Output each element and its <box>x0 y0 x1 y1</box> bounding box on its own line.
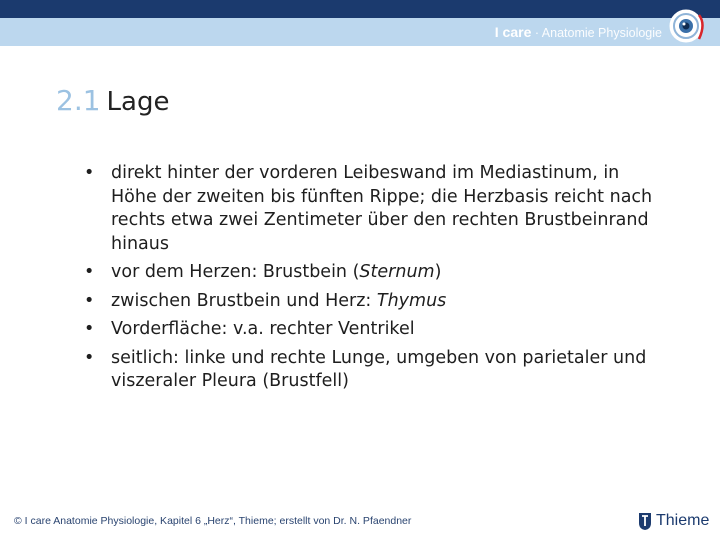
page-title: Lage <box>106 87 170 117</box>
bullet-text: seitlich: linke und rechte Lunge, umgeben von parietaler und viszeraler Pleura (Brustfell) <box>111 347 647 391</box>
brand-bold: I care <box>494 24 532 40</box>
list-item <box>84 290 664 314</box>
bullet-marker: • <box>84 290 95 311</box>
publisher-name: Thieme <box>656 512 710 529</box>
bullet-marker: • <box>84 262 95 282</box>
bullet-text: direkt hinter der vorderen Leibeswand im Mediastinum, in Höhe der zweiten bis fünften Rippe; die Herzbasis reicht nach rechts etwa zwei Zentimeter über den rechten Brustbeinrand hinaus <box>111 163 653 254</box>
eye-logo-icon <box>668 6 708 46</box>
bullet-list <box>84 162 664 399</box>
list-item <box>84 162 664 256</box>
bullet-marker: • <box>84 319 95 339</box>
brand-title <box>495 24 662 40</box>
italic-term: Sternum <box>359 262 435 282</box>
slide-heading <box>56 84 169 117</box>
bullet-text: Vorderfläche: v.a. rechter Ventrikel <box>111 319 415 339</box>
thieme-logo-icon <box>637 511 653 531</box>
brand-subtitle: · Anatomie Physiologie <box>531 26 662 40</box>
top-bar <box>0 0 720 18</box>
list-item <box>84 318 664 342</box>
footer-copyright: © I care Anatomie Physiologie, Kapitel 6 „Herz“, Thieme; erstellt von Dr. N. Pfaendner <box>14 515 412 527</box>
bullet-text: ) <box>434 262 442 282</box>
italic-term: Thymus <box>376 290 447 311</box>
bullet-text: zwischen Brustbein und Herz: <box>111 290 377 311</box>
list-item <box>84 261 664 285</box>
list-item <box>84 347 664 394</box>
bullet-text: vor dem Herzen: Brustbein ( <box>111 262 360 282</box>
bullet-marker: • <box>84 163 95 183</box>
bullet-marker: • <box>84 347 95 368</box>
publisher-logo <box>637 510 709 532</box>
section-number: 2.1 <box>56 84 101 117</box>
